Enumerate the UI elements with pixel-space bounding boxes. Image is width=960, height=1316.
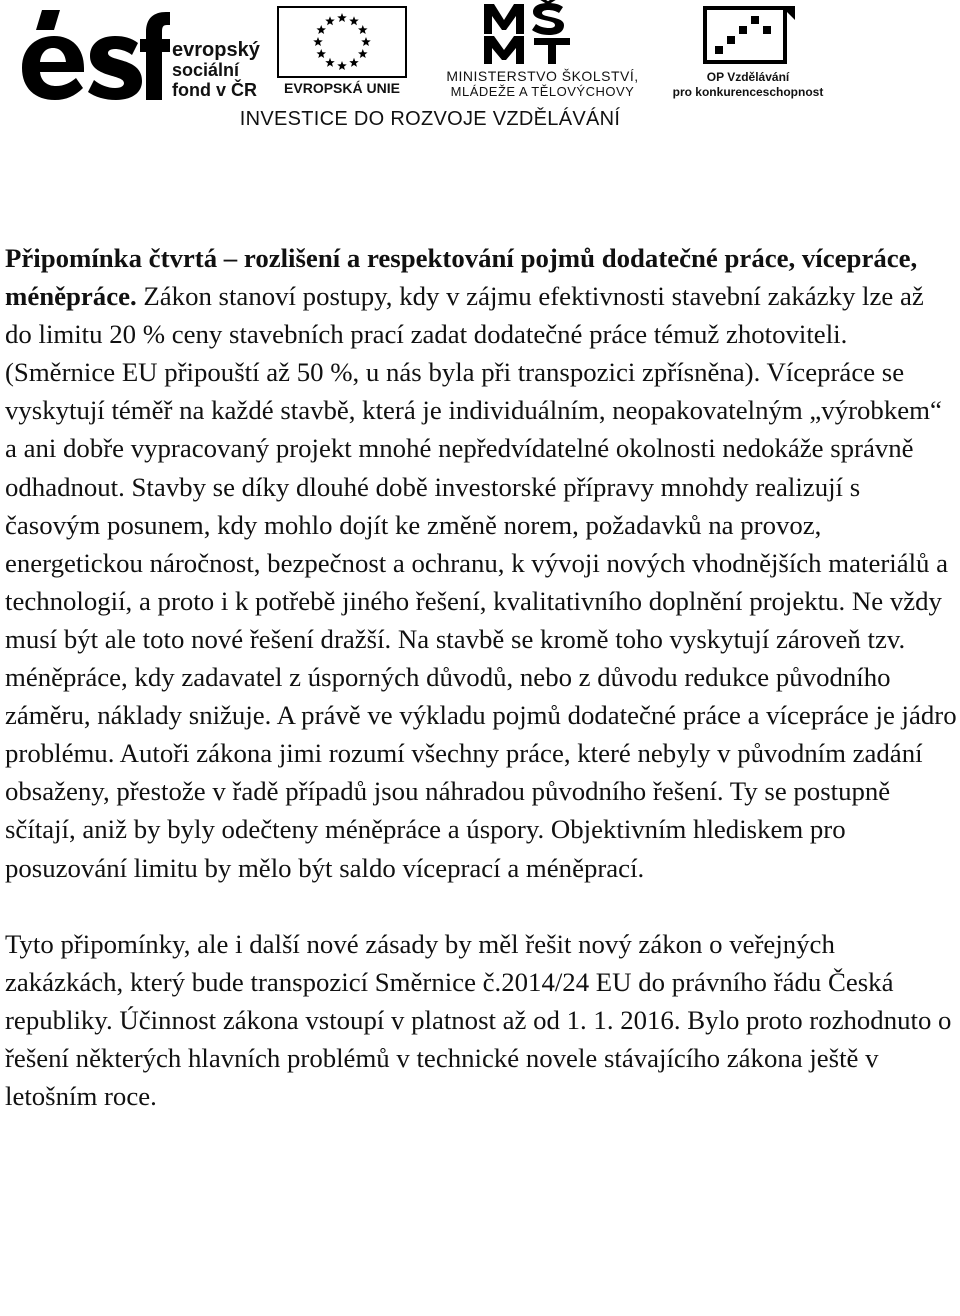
op-line-1: OP Vzdělávání	[706, 70, 790, 84]
msmt-logo-mark	[478, 0, 598, 66]
paragraph-1-text: Zákon stanoví postupy, kdy v zájmu efektivnosti stavební zakázky lze až do limitu 20 % ceny stavebních prací zadat dodatečné práce témuž zhotoviteli. (Směrnice EU připouští až 50 %, u nás byla při transpozici zpřísněna). Vícepráce se vyskytují téměř na každé stavbě, která je individuálním, neopakovatelným „výrobkem“ a ani dobře vypracovaný projekt mnohé nepředvídatelné okolnosti nedokáže správně odhadnout. Stavby se díky dlouhé době investorské přípravy mnohdy realizují s časovým posunem, kdy mohlo dojít ke změně norem, požadavků na provoz, energetickou náročnost, bezpečnost a ochranu, k vývoji nových vhodnějších materiálů a technologií, a proto i k potřebě jiného řešení, kvalitativního doplnění projektu. Ne vždy musí být ale toto nové řešení dražší. Na stavbě se kromě toho vyskytují zároveň tzv. méněpráce, kdy zadavatel z úsporných důvodů, nebo z důvodu redukce původního záměru, náklady snižuje. A právě ve výkladu pojmů dodatečné práce a vícepráce je jádro problému. Autoři zákona jimi rozumí všechny práce, které nebyly v původním zadání obsaženy, přestože v řadě případů jsou náhradou původního řešení. Ty se postupně sčítají, aniž by byly odečteny méněpráce a úspory. Objektivním hlediskem pro posuzování limitu by mělo být saldo víceprací a méněprací.	[5, 281, 957, 883]
esf-logo	[20, 8, 270, 103]
esf-line-2: sociální	[172, 60, 240, 80]
logo-banner	[0, 0, 960, 140]
op-logo-mark	[703, 6, 795, 68]
banner-tagline: INVESTICE DO ROZVOJE VZDĚLÁVÁNÍ	[239, 108, 621, 130]
document-body	[5, 239, 957, 1115]
msmt-logo	[420, 0, 665, 100]
esf-line-3: fond v ČR	[172, 80, 257, 100]
esf-logo-text	[172, 40, 260, 100]
eu-flag-icon	[277, 6, 407, 78]
paragraph-2-text: Tyto připomínky, ale i další nové zásady by měl řešit nový zákon o veřejných zakázkách, který bude transpozicí Směrnice č.2014/24 EU do právního řádu Česká republiky. Účinnost zákona vstoupí v platnost až od 1. 1. 2016. Bylo proto rozhodnuto o řešení některých hlavních problémů v technické novele stávajícího zákona ještě v letošním roce.	[5, 928, 952, 1111]
msmt-line-2: MLÁDEŽE A TĚLOVÝCHOVY	[450, 84, 635, 99]
paragraph-1-lead: Připomínka čtvrtá – rozlišení a respektování pojmů dodatečné práce, vícepráce, méněpráce.	[5, 243, 918, 312]
esf-line-1: evropský	[172, 39, 260, 61]
paragraph-1	[5, 239, 957, 887]
msmt-line-1: MINISTERSTVO ŠKOLSTVÍ,	[446, 68, 639, 84]
op-line-2: pro konkurenceschopnost	[672, 85, 824, 99]
eu-label: EVROPSKÁ UNIE	[284, 80, 400, 96]
eu-logo	[272, 6, 412, 96]
op-logo	[668, 2, 828, 102]
esf-logo-mark	[20, 8, 170, 103]
paragraph-2	[5, 925, 957, 1115]
